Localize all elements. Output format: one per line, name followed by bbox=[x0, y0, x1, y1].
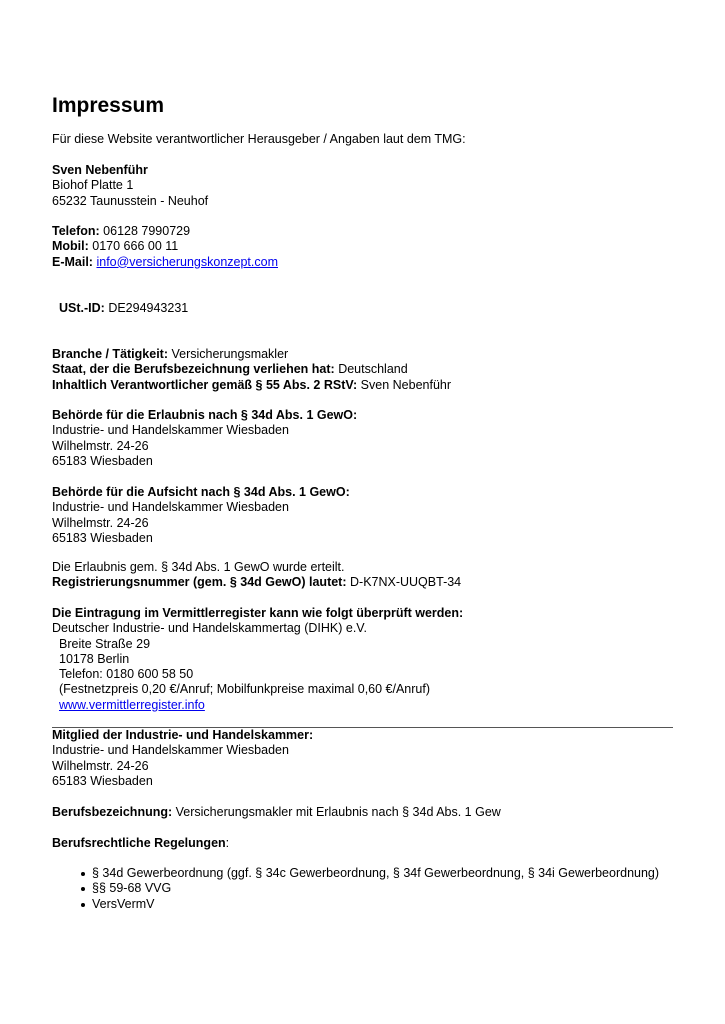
owner-city: 65232 Taunusstein - Neuhof bbox=[52, 193, 209, 208]
bullet-icon bbox=[81, 887, 85, 891]
registration-number-value: D-K7NX-UUQBT-34 bbox=[350, 575, 462, 590]
branch-row bbox=[52, 347, 451, 362]
permit-granted-text: Die Erlaubnis gem. § 34d Abs. 1 GewO wurde erteilt. bbox=[52, 560, 345, 574]
mobile-row bbox=[52, 239, 278, 254]
register-block bbox=[52, 606, 463, 713]
bullet-icon bbox=[81, 903, 85, 907]
intro-line: Für diese Website verantwortlicher Herausgeber / Angaben laut dem TMG: bbox=[52, 132, 466, 146]
owner-street: Biohof Platte 1 bbox=[52, 178, 134, 193]
list-item bbox=[52, 866, 659, 881]
profession-block bbox=[52, 347, 451, 393]
supervision-authority-city: 65183 Wiesbaden bbox=[52, 530, 153, 545]
list-item bbox=[52, 881, 659, 896]
list-item-text: §§ 59-68 VVG bbox=[92, 881, 172, 896]
regulations-colon: : bbox=[225, 836, 230, 850]
regulations-block bbox=[52, 836, 229, 851]
register-price-note: (Festnetzpreis 0,20 €/Anruf; Mobilfunkpreise maximal 0,60 €/Anruf) bbox=[59, 682, 431, 697]
vat-value: DE294943231 bbox=[108, 301, 189, 315]
chamber-block bbox=[52, 728, 313, 789]
mobile-value: 0170 666 00 11 bbox=[92, 239, 179, 254]
supervision-authority-block bbox=[52, 485, 350, 546]
chamber-street: Wilhelmstr. 24-26 bbox=[52, 758, 149, 773]
vat-label: USt.-ID: bbox=[59, 301, 105, 315]
branch-value: Versicherungsmakler bbox=[171, 347, 289, 361]
mobile-label: Mobil: bbox=[52, 239, 89, 254]
permit-authority-heading: Behörde für die Erlaubnis nach § 34d Abs. 1 GewO: bbox=[52, 408, 358, 422]
permit-authority-block bbox=[52, 408, 357, 469]
job-title-row bbox=[52, 805, 501, 820]
supervision-authority-heading: Behörde für die Aufsicht nach § 34d Abs. 1 GewO: bbox=[52, 485, 350, 499]
chamber-city: 65183 Wiesbaden bbox=[52, 773, 153, 788]
intro-text bbox=[52, 132, 466, 147]
contact-block bbox=[52, 224, 278, 270]
email-link[interactable]: info@versicherungskonzept.com bbox=[96, 254, 278, 269]
responsible-value: Sven Nebenführ bbox=[360, 377, 452, 392]
supervision-authority-street: Wilhelmstr. 24-26 bbox=[52, 515, 149, 530]
owner-name: Sven Nebenführ bbox=[52, 163, 148, 177]
register-link-row bbox=[52, 698, 463, 713]
job-title-block bbox=[52, 805, 501, 820]
phone-label: Telefon: bbox=[52, 224, 100, 238]
regulations-list bbox=[52, 866, 659, 912]
job-title-label: Berufsbezeichnung: bbox=[52, 805, 173, 819]
page-title: Impressum bbox=[52, 94, 165, 117]
register-phone: Telefon: 0180 600 58 50 bbox=[59, 667, 194, 682]
owner-address bbox=[52, 163, 208, 209]
branch-label: Branche / Tätigkeit: bbox=[52, 347, 168, 361]
email-row bbox=[52, 255, 278, 270]
register-org: Deutscher Industrie- und Handelskammertag (DIHK) e.V. bbox=[52, 621, 367, 636]
list-item-text: § 34d Gewerbeordnung (ggf. § 34c Gewerbeordnung, § 34f Gewerbeordnung, § 34i Gewerbeordnung) bbox=[92, 866, 660, 880]
register-heading: Die Eintragung im Vermittlerregister kann wie folgt überprüft werden: bbox=[52, 606, 464, 620]
registration-block bbox=[52, 560, 461, 591]
registration-number-label: Registrierungsnummer (gem. § 34d GewO) lautet: bbox=[52, 575, 347, 590]
permit-authority-org: Industrie- und Handelskammer Wiesbaden bbox=[52, 423, 289, 438]
register-city: 10178 Berlin bbox=[59, 651, 130, 666]
responsible-label: Inhaltlich Verantwortlicher gemäß § 55 Abs. 2 RStV: bbox=[52, 377, 358, 392]
email-label: E-Mail: bbox=[52, 254, 93, 269]
list-item-text: VersVermV bbox=[92, 896, 155, 911]
permit-authority-street: Wilhelmstr. 24-26 bbox=[52, 438, 149, 453]
supervision-authority-org: Industrie- und Handelskammer Wiesbaden bbox=[52, 500, 289, 515]
regulations-heading-row bbox=[52, 836, 229, 851]
bullet-icon bbox=[81, 872, 85, 876]
job-title-value: Versicherungsmakler mit Erlaubnis nach § 34d Abs. 1 Gew bbox=[175, 805, 501, 819]
registration-number-row bbox=[52, 575, 461, 590]
state-value: Deutschland bbox=[338, 362, 408, 377]
vat-row bbox=[52, 301, 188, 316]
phone-row bbox=[52, 224, 278, 239]
register-street: Breite Straße 29 bbox=[59, 636, 151, 651]
list-item bbox=[52, 897, 659, 912]
responsible-row bbox=[52, 378, 451, 393]
chamber-heading: Mitglied der Industrie- und Handelskammer: bbox=[52, 728, 314, 742]
vat-block bbox=[52, 301, 188, 316]
chamber-org: Industrie- und Handelskammer Wiesbaden bbox=[52, 743, 289, 758]
state-label: Staat, der die Berufsbezeichnung verliehen hat: bbox=[52, 362, 335, 377]
regulations-list-block bbox=[52, 866, 659, 912]
state-row bbox=[52, 362, 451, 377]
permit-authority-city: 65183 Wiesbaden bbox=[52, 453, 153, 468]
register-link[interactable]: www.vermittlerregister.info bbox=[59, 697, 205, 712]
phone-value: 06128 7990729 bbox=[103, 224, 191, 238]
regulations-label: Berufsrechtliche Regelungen bbox=[52, 836, 226, 850]
